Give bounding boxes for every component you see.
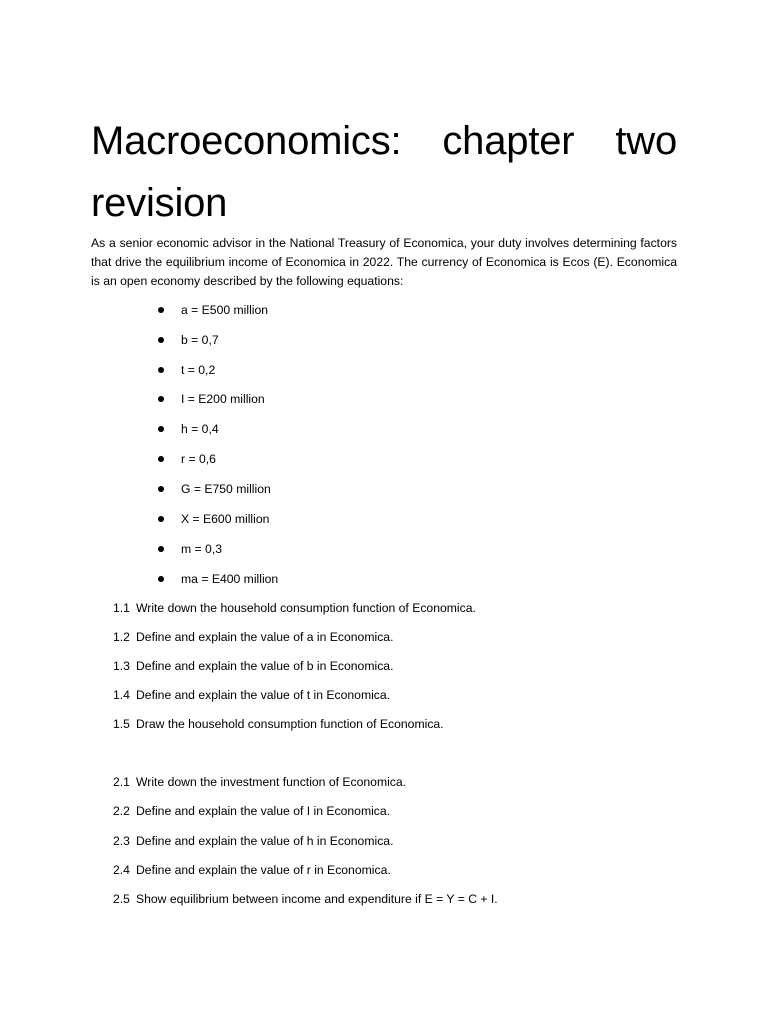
bullet-icon xyxy=(158,456,164,462)
question-number: 2.4 xyxy=(113,863,130,877)
bullet-icon xyxy=(158,367,164,373)
question-text: Define and explain the value of r in Economica. xyxy=(136,863,391,877)
question-number: 1.5 xyxy=(113,717,130,731)
question-number: 2.5 xyxy=(113,892,130,906)
equation-text: a = E500 million xyxy=(181,303,269,317)
page-title xyxy=(91,110,677,234)
bullet-icon xyxy=(158,486,164,492)
question-number: 2.3 xyxy=(113,834,130,848)
bullet-icon xyxy=(158,546,164,552)
equation-text: ma = E400 million xyxy=(181,572,279,586)
bullet-icon xyxy=(158,337,164,343)
equation-text: r = 0,6 xyxy=(181,452,216,466)
bullet-icon xyxy=(158,516,164,522)
question-text: Write down the household consumption function of Economica. xyxy=(136,601,476,615)
question-text: Show equilibrium between income and expenditure if E = Y = C + I. xyxy=(136,892,498,906)
question-number: 1.3 xyxy=(113,659,130,673)
question-number: 2.2 xyxy=(113,804,130,818)
title-line-1: Macroeconomics: chapter two xyxy=(91,119,677,163)
bullet-icon xyxy=(158,426,164,432)
question-number: 2.1 xyxy=(113,775,130,789)
equation-text: G = E750 million xyxy=(181,482,271,496)
equation-text: t = 0,2 xyxy=(181,363,216,377)
question-text: Define and explain the value of b in Economica. xyxy=(136,659,394,673)
title-line-2: revision xyxy=(91,181,228,225)
question-text: Define and explain the value of t in Economica. xyxy=(136,688,391,702)
question-text: Write down the investment function of Economica. xyxy=(136,775,407,789)
equation-text: b = 0,7 xyxy=(181,333,219,347)
equation-text: X = E600 million xyxy=(181,512,270,526)
equation-text: m = 0,3 xyxy=(181,542,222,556)
question-text: Define and explain the value of h in Economica. xyxy=(136,834,394,848)
bullet-icon xyxy=(158,307,164,313)
bullet-icon xyxy=(158,576,164,582)
question-number: 1.2 xyxy=(113,630,130,644)
bullet-icon xyxy=(158,396,164,402)
question-number: 1.4 xyxy=(113,688,130,702)
question-text: Draw the household consumption function of Economica. xyxy=(136,717,444,731)
equation-text: h = 0,4 xyxy=(181,422,219,436)
question-text: Define and explain the value of a in Economica. xyxy=(136,630,394,644)
question-text: Define and explain the value of I in Economica. xyxy=(136,804,391,818)
intro-paragraph: As a senior economic advisor in the National Treasury of Economica, your duty involves determining factors that drive the equilibrium income of Economica in 2022. The currency of Economica is Ecos (E). Economica is an open economy described by the following equations: xyxy=(91,236,677,288)
equation-text: I = E200 million xyxy=(181,392,265,406)
question-number: 1.1 xyxy=(113,601,130,615)
